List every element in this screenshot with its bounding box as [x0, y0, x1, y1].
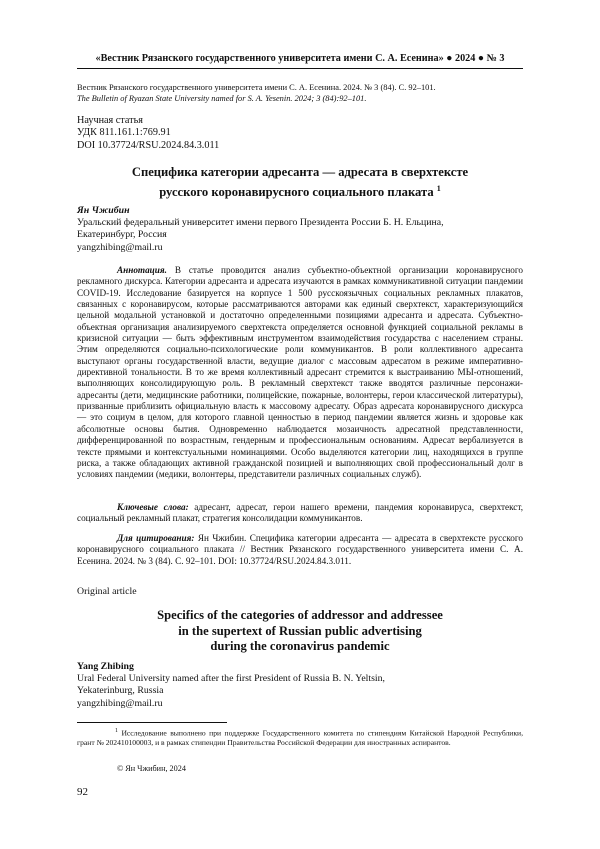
- footnote: [77, 727, 523, 748]
- email-ru: yangzhibing@mail.ru: [77, 241, 163, 253]
- author-block-ru: [77, 205, 523, 254]
- running-head: «Вестник Рязанского государственного университета имени С. А. Есенина» ● 2024 ● № 3: [77, 53, 523, 69]
- footnote-divider: [77, 722, 227, 723]
- copyright: © Ян Чжибин, 2024: [117, 764, 186, 773]
- title-ru: [77, 165, 523, 200]
- keywords: [77, 502, 523, 525]
- citation-ru: Вестник Рязанского государственного университета имени С. А. Есенина. 2024. № 3 (84). С. 92–101.: [77, 83, 436, 92]
- affiliation-en-line-2: Yekaterinburg, Russia: [77, 685, 164, 697]
- abstract: [77, 265, 523, 481]
- keywords-text: адресант, адресат, герои нашего времени, пандемия коронавируса, сверхтекст, социальный рекламный плакат, стратегия консолидации коммуникантов.: [77, 502, 524, 524]
- article-type-en: Original article: [77, 586, 137, 597]
- doi: DOI 10.37724/RSU.2024.84.3.011: [77, 139, 220, 151]
- citation-block: [77, 533, 523, 567]
- title-en-line-2: in the supertext of Russian public advertising: [178, 623, 422, 638]
- title-ru-line-2: русского коронавирусного социального плаката: [159, 184, 434, 199]
- title-en: [77, 608, 523, 655]
- citation-en: The Bulletin of Ryazan State University named for S. A. Yesenin. 2024; 3 (84):92–101.: [77, 94, 367, 103]
- cite-text: Ян Чжибин. Специфика категории адресанта — адресата в сверхтексте русского коронавирусного социального плаката // Вестник Рязанского государственного университета имени С. А. Есенина. 2024. № 3 (84). С. 92–101. DOI: 10.37724/RSU.2024.84.3.011.: [77, 533, 523, 566]
- title-footnote-mark: 1: [436, 183, 441, 193]
- author-block-en: [77, 661, 523, 710]
- email-en: yangzhibing@mail.ru: [77, 697, 163, 709]
- footnote-mark: 1: [115, 728, 118, 734]
- title-en-line-1: Specifics of the categories of addressor and addressee: [157, 608, 443, 622]
- abstract-text: В статье проводится анализ субъектно-объектной организации коронавирусного рекламного дискурса. Категории адресанта и адресата изучаются в рамках коммуникативной ситуации пандемии COVID-19. Исследование базируется на корпусе 1 500 русскоязычных социальных рекламных плакатов, связанных с коронавирусом, которые рассматриваются авторами как единый сверхтекст, характеризующийся цельной модальной установкой и достаточно определенными позициями адресанта и адресата. Субъектно-объектная организация анализируемого сверхтекста определяется основной функцией социальной рекламы в кризисной ситуации — быть эффективным инструментом взаимодействия государства с населением страны. Этим определяются социально-психологические роли коммуникантов. В роли коллективного адресанта выступают органы государственной власти, ведущие диалог с массовым адресатом в режиме императивно-директивной тональности. В то же время коллективный адресант стремится к выстраиванию МЫ-отношений, выполняющих консолидирующую роль. В рекламный сверхтекст также вводятся различные персонажи-адресанты (дети, медицинские работники, полицейские, пожарные, волонтеры, герои классической литературы), призванные приблизить официальную власть к массовому адресату. Образ адресата коронавирусного дискурса — это социум в целом, для которого главной ценностью в период пандемии является жизнь и здоровье как абсолютные основы бытия. Одновременно наблюдается мозаичность адресатной представленности, дифференцированной по возрастным, гендерным и профессиональным основаниям. Адресат вербализуется в тексте прямыми и контекстуальными номинациями. Особо выделяются категории лиц, находящихся в группе риска, а также обладающих активной гражданской позицией и выполняющих свой профессиональный долг в условиях пандемии (медики, волонтеры, представители различных социальных служб).: [77, 265, 523, 480]
- affiliation-ru-line-1: Уральский федеральный университет имени первого Президента России Б. Н. Ельцина,: [77, 217, 444, 229]
- abstract-label: Аннотация.: [117, 265, 167, 275]
- keywords-label: Ключевые слова:: [117, 502, 189, 512]
- article-meta: [77, 115, 219, 152]
- title-ru-line-1: Специфика категории адресанта — адресата в сверхтексте: [131, 165, 469, 179]
- author-name-ru: Ян Чжибин: [77, 205, 130, 216]
- udk-code: УДК 811.161.1:769.91: [77, 127, 171, 139]
- title-en-line-3: during the coronavirus pandemic: [210, 639, 390, 653]
- affiliation-ru-line-2: Екатеринбург, Россия: [77, 229, 167, 241]
- article-type-ru: Научная статья: [77, 115, 143, 126]
- author-name-en: Yang Zhibing: [77, 661, 134, 672]
- footnote-text: Исследование выполнено при поддержке Государственного комитета по стипендиям Китайской Народной Республики, грант № 202410100003, и в рамках стипендии Правительства Российской Федерации для иностранных аспирантов.: [77, 728, 524, 748]
- page-number: 92: [77, 786, 88, 798]
- cite-label: Для цитирования:: [117, 533, 195, 543]
- affiliation-en-line-1: Ural Federal University named after the first President of Russia B. N. Yeltsin,: [77, 673, 386, 685]
